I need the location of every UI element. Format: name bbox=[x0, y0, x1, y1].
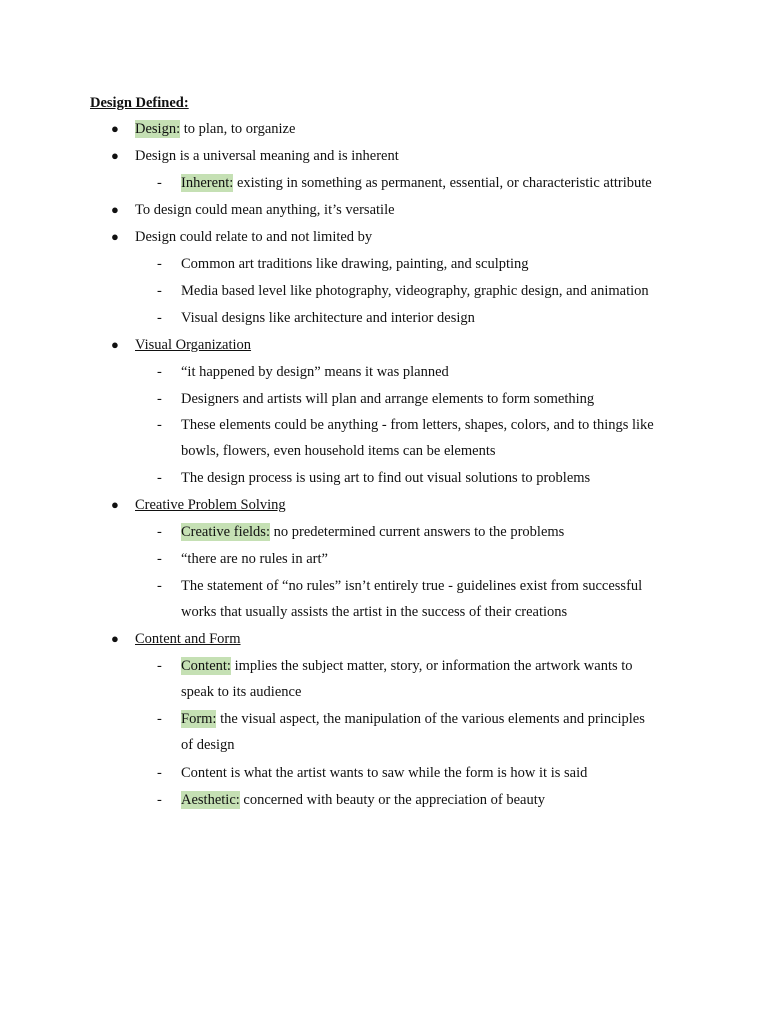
sub-item-art-traditions: Common art traditions like drawing, painting, and sculpting bbox=[181, 256, 529, 272]
dash-marker: - bbox=[157, 551, 162, 567]
highlighted-term: Form: bbox=[181, 711, 217, 727]
sub-item-aesthetic bbox=[181, 790, 545, 810]
sub-item-elements: These elements could be anything - from letters, shapes, colors, and to things like bbox=[181, 417, 654, 433]
highlighted-term: Creative fields: bbox=[181, 524, 270, 540]
item-text: the visual aspect, the manipulation of the various elements and principles bbox=[216, 711, 645, 727]
sub-item-inherent bbox=[181, 173, 652, 193]
section-heading-content-and-form: Content and Form bbox=[135, 631, 241, 647]
sub-item-media: Media based level like photography, videography, graphic design, and animation bbox=[181, 283, 649, 299]
document-title: Design Defined: bbox=[90, 95, 189, 111]
list-item-relate: Design could relate to and not limited by bbox=[135, 229, 373, 245]
dash-marker: - bbox=[157, 175, 162, 191]
sub-item-design-process: The design process is using art to find out visual solutions to problems bbox=[181, 470, 591, 486]
item-text: implies the subject matter, story, or information the artwork wants to bbox=[230, 658, 633, 674]
dash-marker: - bbox=[157, 364, 162, 380]
sub-item-content-continued: speak to its audience bbox=[181, 684, 302, 700]
bullet-marker: ● bbox=[111, 497, 119, 512]
sub-item-content bbox=[181, 656, 633, 676]
list-item-versatile: To design could mean anything, it’s versatile bbox=[135, 202, 395, 218]
dash-marker: - bbox=[157, 310, 162, 326]
bullet-marker: ● bbox=[111, 202, 119, 217]
sub-item-elements-continued: bowls, flowers, even household items can be elements bbox=[181, 443, 496, 459]
dash-marker: - bbox=[157, 578, 162, 594]
dash-marker: - bbox=[157, 417, 162, 433]
dash-marker: - bbox=[157, 765, 162, 781]
dash-marker: - bbox=[157, 391, 162, 407]
item-text: concerned with beauty or the appreciation of beauty bbox=[239, 792, 545, 808]
bullet-marker: ● bbox=[111, 148, 119, 163]
dash-marker: - bbox=[157, 658, 162, 674]
sub-item-form bbox=[181, 709, 645, 729]
sub-item-no-rules-statement: The statement of “no rules” isn’t entirely true - guidelines exist from successful bbox=[181, 578, 643, 594]
item-text: existing in something as permanent, essential, or characteristic attribute bbox=[233, 175, 652, 191]
list-item-universal-meaning: Design is a universal meaning and is inherent bbox=[135, 148, 399, 164]
highlighted-term: Content: bbox=[181, 658, 231, 674]
dash-marker: - bbox=[157, 524, 162, 540]
bullet-marker: ● bbox=[111, 229, 119, 244]
sub-item-by-design: “it happened by design” means it was planned bbox=[181, 364, 449, 380]
sub-item-creative-fields bbox=[181, 522, 564, 542]
bullet-marker: ● bbox=[111, 121, 119, 136]
sub-item-form-continued: of design bbox=[181, 737, 235, 753]
sub-item-designers-plan: Designers and artists will plan and arrange elements to form something bbox=[181, 391, 595, 407]
sub-item-content-vs-form: Content is what the artist wants to saw while the form is how it is said bbox=[181, 765, 588, 781]
section-heading-creative-problem-solving: Creative Problem Solving bbox=[135, 497, 286, 513]
dash-marker: - bbox=[157, 256, 162, 272]
highlighted-term: Design: bbox=[135, 121, 181, 137]
dash-marker: - bbox=[157, 283, 162, 299]
bullet-marker: ● bbox=[111, 631, 119, 646]
sub-item-no-rules-quote: “there are no rules in art” bbox=[181, 551, 328, 567]
sub-item-no-rules-continued: works that usually assists the artist in the success of their creations bbox=[181, 604, 568, 620]
item-text: no predetermined current answers to the problems bbox=[269, 524, 565, 540]
dash-marker: - bbox=[157, 792, 162, 808]
highlighted-term: Inherent: bbox=[181, 175, 234, 191]
sub-item-visual-designs: Visual designs like architecture and interior design bbox=[181, 310, 475, 326]
list-item-design bbox=[135, 119, 295, 139]
dash-marker: - bbox=[157, 470, 162, 486]
item-text: to plan, to organize bbox=[180, 121, 296, 137]
highlighted-term: Aesthetic: bbox=[181, 792, 240, 808]
section-heading-visual-organization: Visual Organization bbox=[135, 337, 252, 353]
dash-marker: - bbox=[157, 711, 162, 727]
bullet-marker: ● bbox=[111, 337, 119, 352]
